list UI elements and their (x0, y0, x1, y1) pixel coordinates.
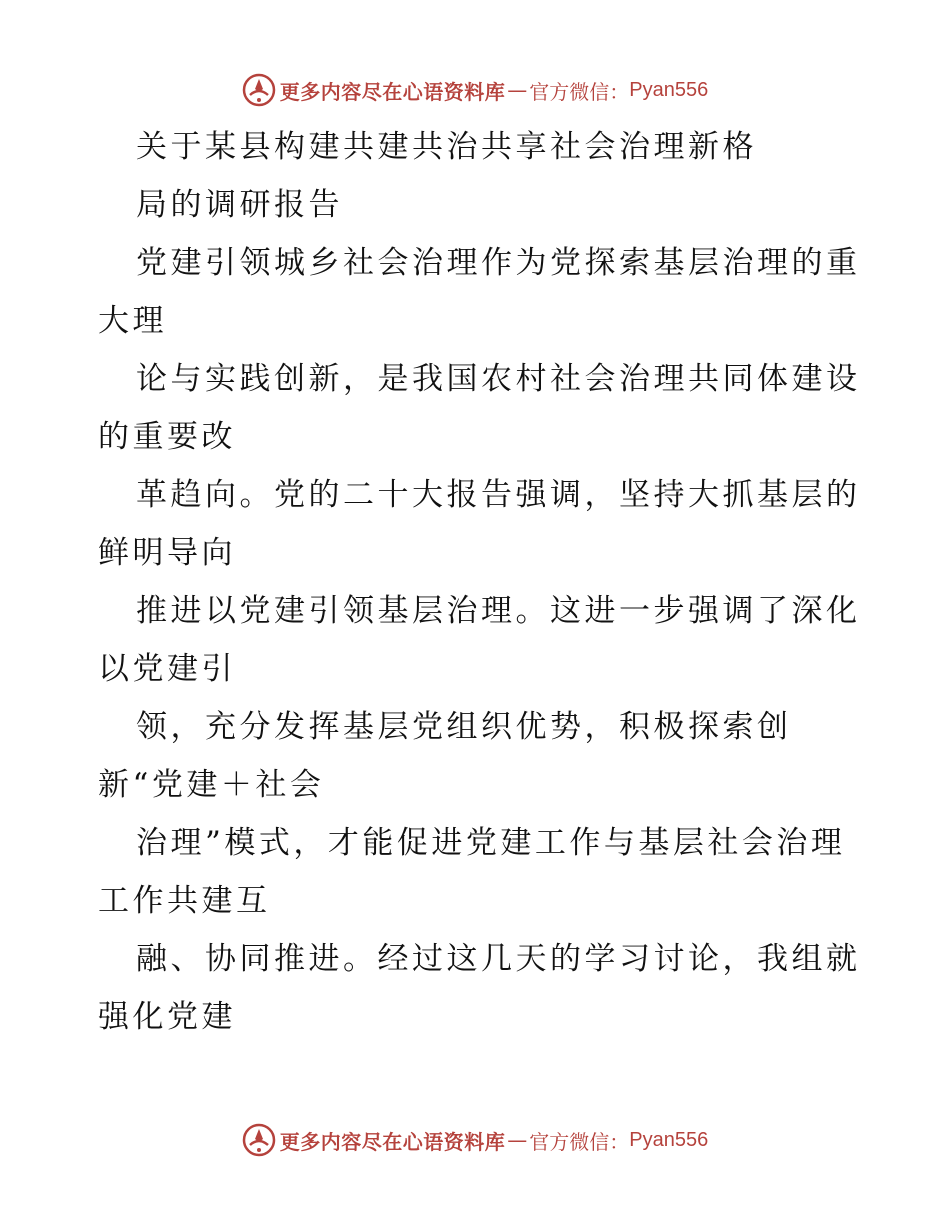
footer-banner (0, 1120, 950, 1160)
banner-dash: — (507, 78, 528, 102)
header-banner (0, 70, 950, 110)
paragraph-line: 鲜明导向 (98, 535, 236, 571)
paragraph-line: 领，充分发挥基层党组织优势，积极探索创 (136, 709, 792, 745)
banner-site-text: 更多内容尽在心语资料库 (279, 79, 506, 104)
banner-contact-label: 官方微信： (529, 1129, 630, 1154)
paragraph-line: 的重要改 (98, 419, 236, 455)
paragraph-line: 新“党建＋社会 (98, 767, 325, 803)
paragraph-line: 治理”模式，才能促进党建工作与基层社会治理 (136, 825, 846, 861)
book-pen-logo-icon (242, 73, 276, 107)
banner-contact-id: Pyan556 (629, 78, 709, 101)
banner-contact-label: 官方微信： (529, 79, 630, 104)
document-title-line-2: 局的调研报告 (136, 187, 343, 223)
document-body (98, 118, 861, 1046)
banner-dash: — (507, 1128, 528, 1152)
paragraph-line: 论与实践创新，是我国农村社会治理共同体建设 (136, 361, 861, 397)
document-title-line-1: 关于某县构建共建共治共享社会治理新格 (136, 129, 757, 165)
paragraph-line: 革趋向。党的二十大报告强调，坚持大抓基层的 (136, 477, 861, 513)
paragraph-line: 工作共建互 (98, 883, 271, 919)
paragraph-line: 以党建引 (98, 651, 236, 687)
paragraph-line: 融、协同推进。经过这几天的学习讨论，我组就 (136, 941, 861, 977)
book-pen-logo-icon (242, 1123, 276, 1157)
paragraph-line: 大理 (98, 303, 167, 339)
banner-site-text: 更多内容尽在心语资料库 (279, 1129, 506, 1154)
paragraph-line: 党建引领城乡社会治理作为党探索基层治理的重 (136, 245, 861, 281)
paragraph-line: 强化党建 (98, 999, 236, 1035)
paragraph-line: 推进以党建引领基层治理。这进一步强调了深化 (136, 593, 861, 629)
banner-contact-id: Pyan556 (629, 1128, 709, 1151)
